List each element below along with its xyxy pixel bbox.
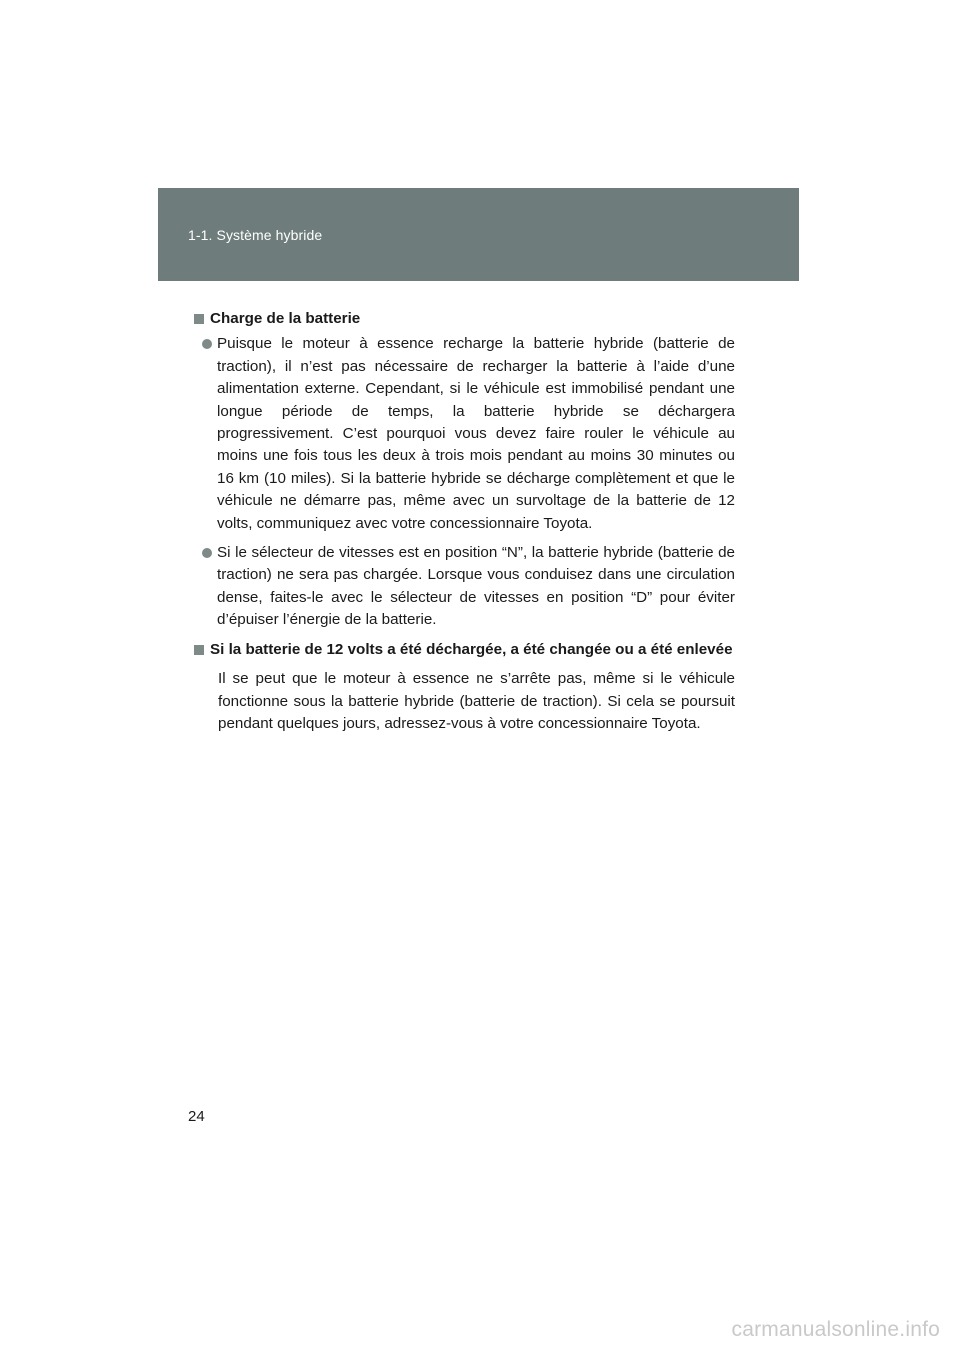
bullet-text: Si le sélecteur de vitesses est en position “N”, la batterie hybride (batterie de traction) ne sera pas chargée. Lorsque vous conduisez dans une circulation dense, faites-le avec le sélecteur de vitesses en position “D” pour éviter d’épuiser l’énergie de la batterie.	[217, 544, 735, 629]
page-content	[194, 308, 735, 735]
heading-text: Si la batterie de 12 volts a été déchargée, a été changée ou a été enlevée	[210, 640, 733, 658]
square-bullet-icon	[194, 645, 204, 655]
circle-bullet-icon	[202, 548, 212, 558]
bullet-item	[202, 542, 735, 632]
section-header-band	[158, 188, 799, 281]
watermark-text: carmanualsonline.info	[731, 1318, 940, 1341]
section-title: 1-1. Système hybride	[188, 227, 323, 243]
heading-text: Charge de la batterie	[210, 310, 361, 327]
section-heading-battery-charge	[194, 308, 735, 330]
page-number: 24	[188, 1108, 205, 1125]
bullet-text: Puisque le moteur à essence recharge la batterie hybride (batterie de traction), il n’est pas nécessaire de recharger la batterie à l’aide d’une alimentation externe. Cependant, si le véhicule est immobilisé pendant une longue période de temps, la batterie hybride se déchargera progressivement. C’est pourquoi vous devez faire rouler le véhicule au moins une fois tous les deux à trois mois pendant au moins 30 minutes ou 16 km (10 miles). Si la batterie hybride se décharge complètement et que le véhicule ne démarre pas, même avec un survoltage de la batterie de 12 volts, communiquez avec votre concessionnaire Toyota.	[217, 335, 735, 532]
circle-bullet-icon	[202, 339, 212, 349]
section-paragraph: Il se peut que le moteur à essence ne s’arrête pas, même si le véhicule fonctionne sous la batterie hybride (batterie de traction). Si cela se poursuit pendant quelques jours, adressez-vous à votre concessionnaire Toyota.	[218, 670, 735, 732]
bullet-item	[202, 333, 735, 535]
section-heading-12v-battery	[194, 639, 735, 661]
square-bullet-icon	[194, 314, 204, 324]
